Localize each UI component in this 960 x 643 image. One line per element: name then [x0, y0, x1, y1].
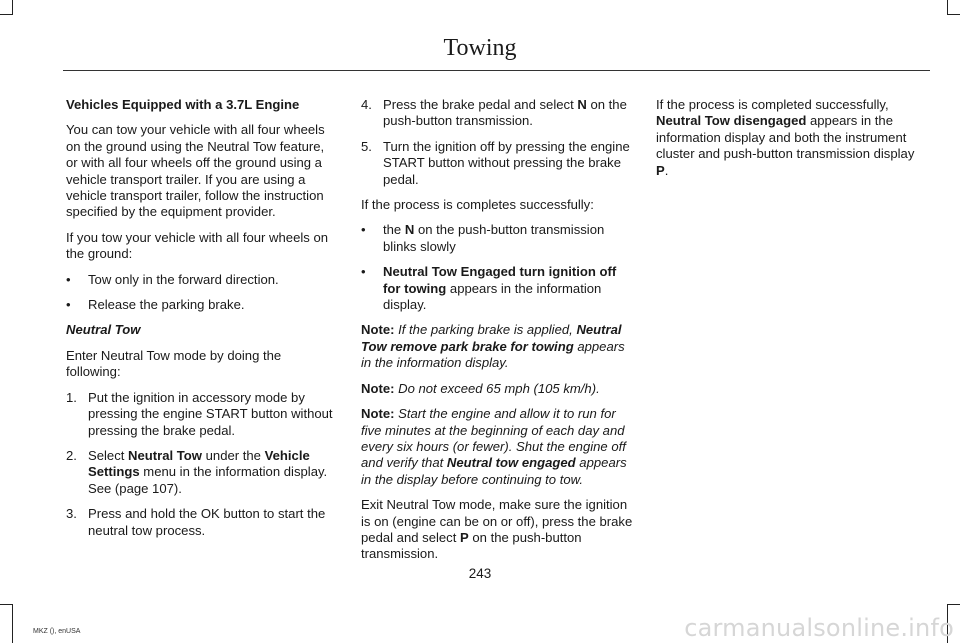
steps-intro: Enter Neutral Tow mode by doing the following:: [66, 347, 282, 380]
bullet-marker: •: [361, 264, 366, 280]
section-heading: Vehicles Equipped with a 3.7L Engine: [66, 97, 300, 112]
crop-mark: [947, 14, 960, 15]
crop-mark: [12, 0, 13, 14]
exit-paragraph: Exit Neutral Tow mode, make sure the ignition is on (engine can be on or off), press the brake pedal and select P on the push-button transmission.: [361, 497, 633, 562]
note-paragraph: Note: Start the engine and allow it to run for five minutes at the beginning of each day and every six hours (or fewer). Shut the engine off and verify that Neutral tow engaged appears in the display before continuing to tow.: [361, 406, 627, 487]
header-rule: [63, 70, 930, 71]
step-2: 2. Select Neutral Tow under the Vehicle Settings menu in the information display. See (page 107).: [66, 447, 328, 496]
column-left: [66, 97, 338, 548]
completion-paragraph: If the process is completed successfully, Neutral Tow disengaged appears in the information display and both the instrument cluster and push-button transmission display P.: [656, 97, 915, 178]
bullet-marker: •: [66, 297, 71, 313]
note-paragraph: Note: If the parking brake is applied, Neutral Tow remove park brake for towing appears in the information display.: [361, 322, 625, 371]
subheading: Neutral Tow: [66, 322, 141, 338]
ground-intro: If you tow your vehicle with all four wheels on the ground:: [66, 229, 329, 262]
step-3: 3. Press and hold the OK button to start the neutral tow process.: [66, 506, 326, 538]
result-intro: If the process is completes successfully:: [361, 197, 594, 213]
page-number: 243: [468, 566, 492, 581]
crop-mark: [947, 604, 960, 605]
crop-mark: [947, 0, 948, 14]
bullet-marker: •: [66, 271, 71, 287]
step-5: 5. Turn the ignition off by pressing the engine START button without pressing the brake pedal.: [361, 138, 630, 187]
column-right: [656, 97, 928, 188]
page-reference-link[interactable]: menu in the information display. See (page 107).: [88, 464, 328, 496]
crop-mark: [0, 14, 13, 15]
page-header: [0, 35, 960, 62]
watermark: carmanualsonline.info: [684, 614, 954, 642]
doc-code: MKZ (), enUSA: [33, 628, 81, 635]
note-paragraph: Note: Do not exceed 65 mph (105 km/h).: [361, 380, 600, 396]
list-item: • Neutral Tow Engaged turn ignition off for towing appears in the information display.: [361, 264, 617, 313]
page-title: Towing: [443, 35, 517, 61]
step-4: 4. Press the brake pedal and select N on the push-button transmission.: [361, 97, 627, 129]
bullet-marker: •: [361, 222, 366, 238]
column-middle: [361, 97, 633, 572]
list-item: • the N on the push-button transmission blinks slowly: [361, 222, 605, 254]
step-1: 1. Put the ignition in accessory mode by pressing the engine START button without pressing the brake pedal.: [66, 389, 333, 438]
list-item: • Tow only in the forward direction.: [66, 271, 279, 287]
list-item: • Release the parking brake.: [66, 297, 245, 313]
intro-paragraph: You can tow your vehicle with all four wheels on the ground using the Neutral Tow feature, or with all four wheels off the ground using a vehicle transport trailer. If you are using a vehicle transport trailer, follow the instruction specified by the equipment provider.: [66, 122, 325, 220]
crop-mark: [0, 604, 13, 605]
crop-mark: [12, 604, 13, 643]
